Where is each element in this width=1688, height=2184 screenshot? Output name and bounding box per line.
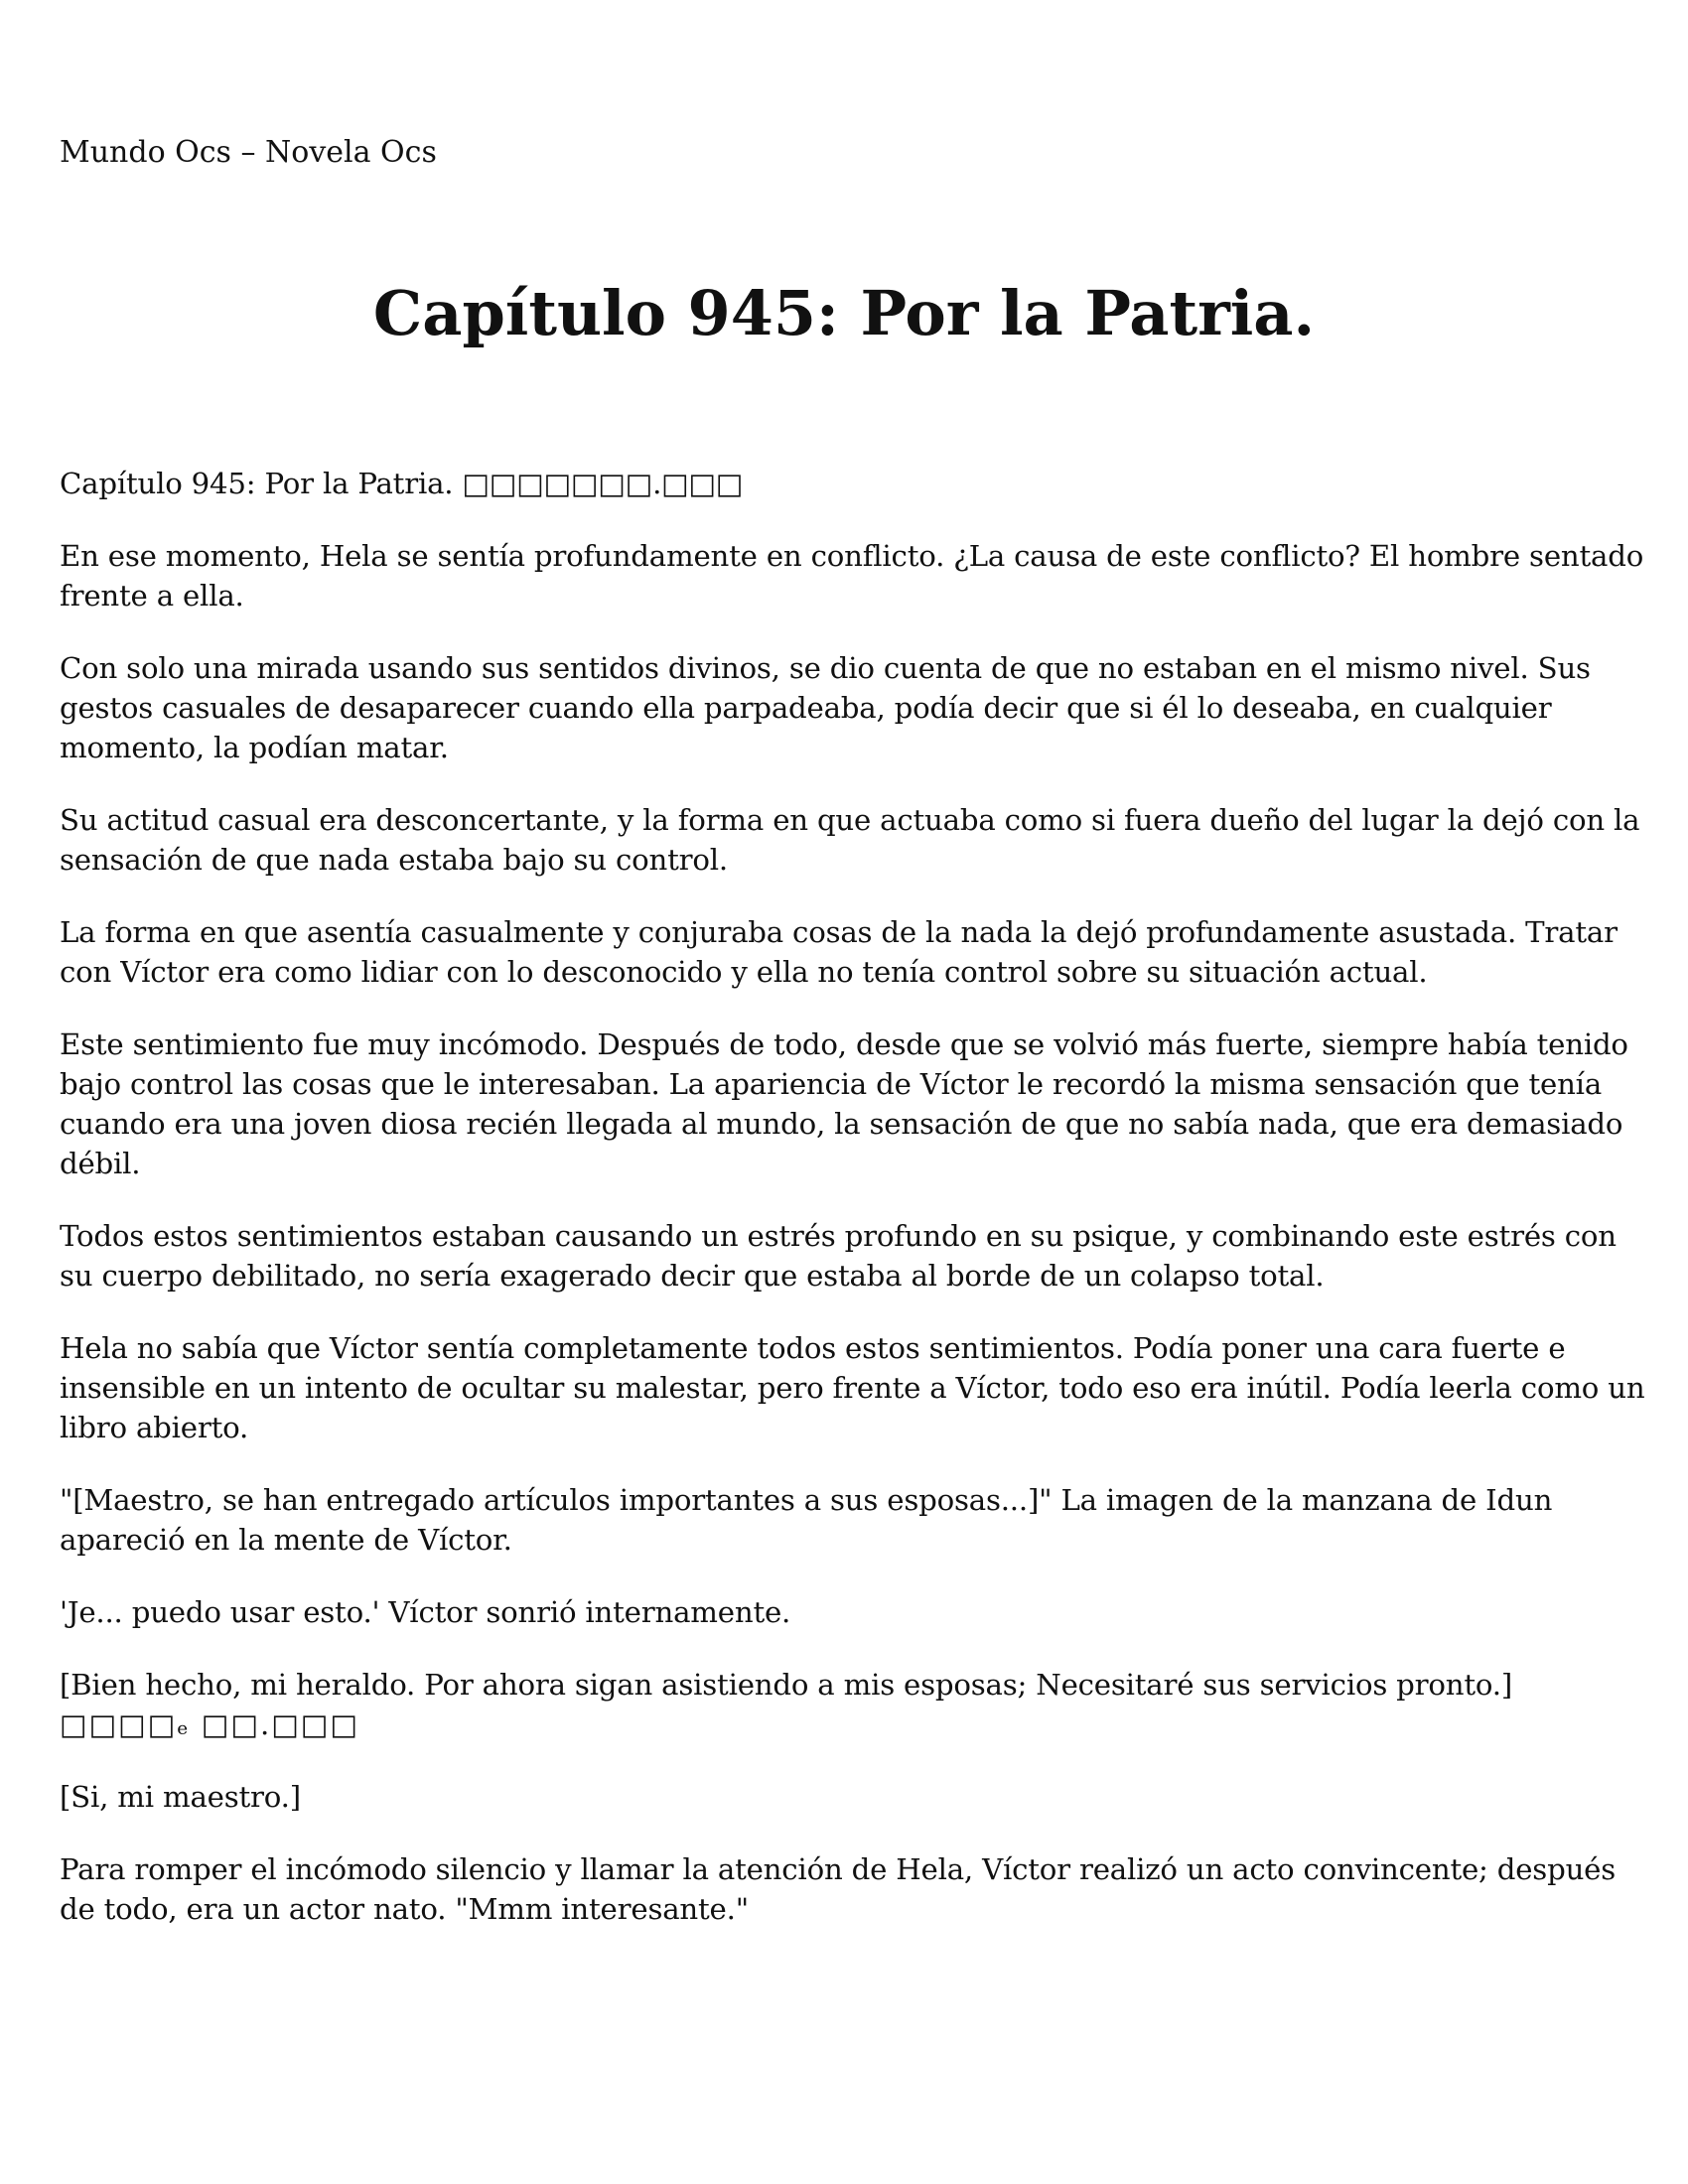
paragraph-chapter-line: Capítulo 945: Por la Patria. □□□□□□□.□□□ [60,467,744,500]
paragraph-thought: 'Je... puedo usar esto.' Víctor sonrió internamente. [60,1595,791,1629]
paragraph-dialogue [60,1665,1648,1744]
paragraph: La forma en que asentía casualmente y conjuraba cosas de la nada la dejó profundamente asustada. Tratar con Víctor era como lidiar con lo desconocido y ella no tenía control sobre su situación actual. [60,915,1618,989]
paragraph: Hela no sabía que Víctor sentía completamente todos estos sentimientos. Podía poner una cara fuerte e insensible en un intento de ocultar su malestar, pero frente a Víctor, todo eso era inútil. Podía leerla como un libro abierto. [60,1331,1645,1444]
chapter-body [60,464,1648,1962]
paragraph: Para romper el incómodo silencio y llamar la atención de Hela, Víctor realizó un acto convincente; después de todo, era un actor nato. "Mmm interesante." [60,1852,1617,1926]
paragraph-dialogue: [Si, mi maestro.] [60,1780,301,1814]
missing-glyph-line: □□□□ₑ □□.□□□ [60,1707,360,1741]
paragraph-text: [Bien hecho, mi heraldo. Por ahora sigan asistiendo a mis esposas; Necesitaré sus servicios pronto.] [60,1668,1513,1702]
paragraph: Todos estos sentimientos estaban causando un estrés profundo en su psique, y combinando este estrés con su cuerpo debilitado, no sería exagerado decir que estaba al borde de un colapso total. [60,1219,1617,1293]
paragraph: Con solo una mirada usando sus sentidos divinos, se dio cuenta de que no estaban en el mismo nivel. Sus gestos casuales de desaparecer cuando ella parpadeaba, podía decir que si él lo deseaba, en cualquier momento, la podían matar. [60,651,1591,764]
chapter-title: Capítulo 945: Por la Patria. [372,277,1316,349]
paragraph: Este sentimiento fue muy incómodo. Después de todo, desde que se volvió más fuerte, siempre había tenido bajo control las cosas que le interesaban. La apariencia de Víctor le recordó la misma sensación que tenía cuando era una joven diosa recién llegada al mundo, la sensación de que no sabía nada, que era demasiado débil. [60,1027,1628,1180]
running-header: Mundo Ocs – Novela Ocs [60,135,437,170]
paragraph: En ese momento, Hela se sentía profundamente en conflicto. ¿La causa de este conflicto? El hombre sentado frente a ella. [60,539,1644,613]
paragraph-dialogue: "[Maestro, se han entregado artículos importantes a sus esposas...]" La imagen de la manzana de Idun apareció en la mente de Víctor. [60,1483,1553,1557]
paragraph: Su actitud casual era desconcertante, y la forma en que actuaba como si fuera dueño del lugar la dejó con la sensación de que nada estaba bajo su control. [60,803,1640,877]
